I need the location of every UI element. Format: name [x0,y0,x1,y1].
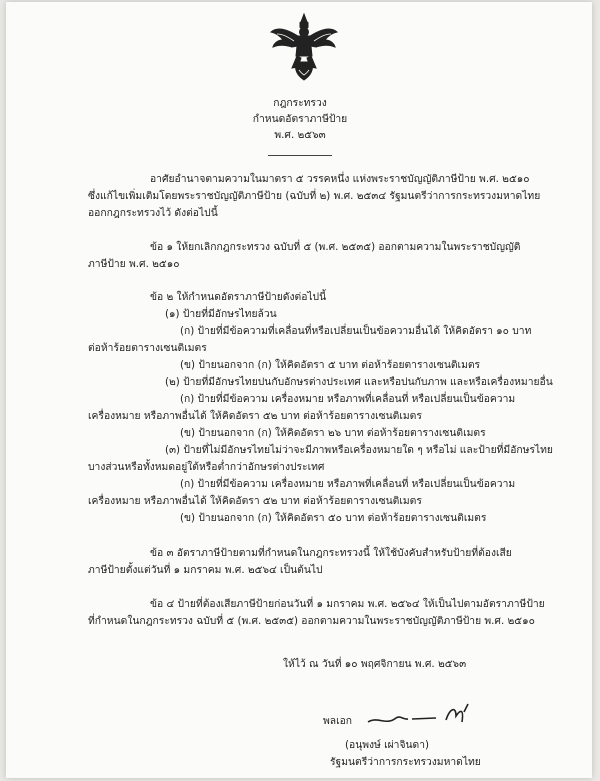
clause-2-line: บางส่วนหรือทั้งหมดอยู่ใต้หรือต่ำกว่าอักษรต่างประเทศ [88,461,325,473]
doc-year: พ.ศ. ๒๕๖๓ [274,129,326,141]
clause-2-line: (ก) ป้ายที่มีข้อความ เครื่องหมาย หรือภาพที่เคลื่อนที่ หรือเปลี่ยนเป็นข้อความ [180,478,516,490]
clause-2-line: (๒) ป้ายที่มีอักษรไทยปนกับอักษรต่างประเทศ และหรือปนกับภาพ และหรือเครื่องหมายอื่น [165,376,553,388]
clause-2-line: (๓) ป้ายที่ไม่มีอักษรไทยไม่ว่าจะมีภาพหรือเครื่องหมายใด ๆ หรือไม่ และป้ายที่มีอักษรไทย [165,444,553,456]
garuda-emblem-icon [268,12,340,84]
doc-title: กำหนดอัตราภาษีป้าย [252,113,348,125]
clause-2-line: (๑) ป้ายที่มีอักษรไทยล้วน [165,308,277,320]
signer-position: รัฐมนตรีว่าการกระทรวงมหาดไทย [330,756,481,768]
title-divider [268,155,332,156]
clause-2-line: (ข) ป้ายนอกจาก (ก) ให้คิดอัตรา ๕๐ บาท ต่อห้าร้อยตารางเซนติเมตร [180,512,487,524]
doc-type-heading: กฎกระทรวง [273,97,327,109]
clause-3-line: ข้อ ๓ อัตราภาษีป้ายตามที่กำหนดในกฎกระทรวงนี้ ให้ใช้บังคับสำหรับป้ายที่ต้องเสีย [150,547,512,559]
preamble-line: ออกกฎกระทรวงไว้ ดังต่อไปนี้ [88,207,218,219]
clause-3-line: ภาษีป้ายตั้งแต่วันที่ ๑ มกราคม พ.ศ. ๒๕๖๔ เป็นต้นไป [88,564,323,576]
clause-1-line: ภาษีป้าย พ.ศ. ๒๕๑๐ [88,258,180,270]
clause-4-line: ข้อ ๔ ป้ายที่ต้องเสียภาษีป้ายก่อนวันที่ ๑ มกราคม พ.ศ. ๒๕๖๔ ให้เป็นไปตามอัตราภาษีป้าย [150,598,545,610]
handwritten-signature [360,700,486,730]
clause-2-line: เครื่องหมาย หรือภาพอื่นได้ ให้คิดอัตรา ๕๒ บาท ต่อห้าร้อยตารางเซนติเมตร [88,495,422,507]
clause-2-title: ข้อ ๒ ให้กำหนดอัตราภาษีป้ายดังต่อไปนี้ [150,291,327,303]
clause-2-line: (ก) ป้ายที่มีข้อความที่เคลื่อนที่หรือเปลี่ยนเป็นข้อความอื่นได้ ให้คิดอัตรา ๑๐ บาท [180,325,532,337]
signer-rank: พลเอก [323,715,353,727]
clause-2-line: (ก) ป้ายที่มีข้อความ เครื่องหมาย หรือภาพที่เคลื่อนที่ หรือเปลี่ยนเป็นข้อความ [180,393,516,405]
clause-4-line: ที่กำหนดในกฎกระทรวง ฉบับที่ ๕ (พ.ศ. ๒๕๓๕) ออกตามความในพระราชบัญญัติภาษีป้าย พ.ศ. ๒๕๑๐ [88,615,535,627]
clause-2-line: (ข) ป้ายนอกจาก (ก) ให้คิดอัตรา ๒๖ บาท ต่อห้าร้อยตารางเซนติเมตร [180,427,486,439]
preamble-line: ซึ่งแก้ไขเพิ่มเติมโดยพระราชบัญญัติภาษีป้าย (ฉบับที่ ๒) พ.ศ. ๒๕๓๔ รัฐมนตรีว่าการกระทรวงมหาดไทย [88,190,541,202]
clause-1-line: ข้อ ๑ ให้ยกเลิกกฎกระทรวง ฉบับที่ ๕ (พ.ศ. ๒๕๓๕) ออกตามความในพระราชบัญญัติ [150,241,521,253]
clause-2-line: ต่อห้าร้อยตารางเซนติเมตร [88,342,207,354]
date-given: ให้ไว้ ณ วันที่ ๑๐ พฤศจิกายน พ.ศ. ๒๕๖๓ [283,658,467,670]
preamble-line: อาศัยอำนาจตามความในมาตรา ๕ วรรคหนึ่ง แห่งพระราชบัญญัติภาษีป้าย พ.ศ. ๒๕๑๐ [150,173,530,185]
signer-name: (อนุพงษ์ เผ่าจินดา) [345,739,430,751]
clause-2-line: เครื่องหมาย หรือภาพอื่นได้ ให้คิดอัตรา ๕๒ บาท ต่อห้าร้อยตารางเซนติเมตร [88,410,422,422]
clause-2-line: (ข) ป้ายนอกจาก (ก) ให้คิดอัตรา ๕ บาท ต่อห้าร้อยตารางเซนติเมตร [180,359,481,371]
